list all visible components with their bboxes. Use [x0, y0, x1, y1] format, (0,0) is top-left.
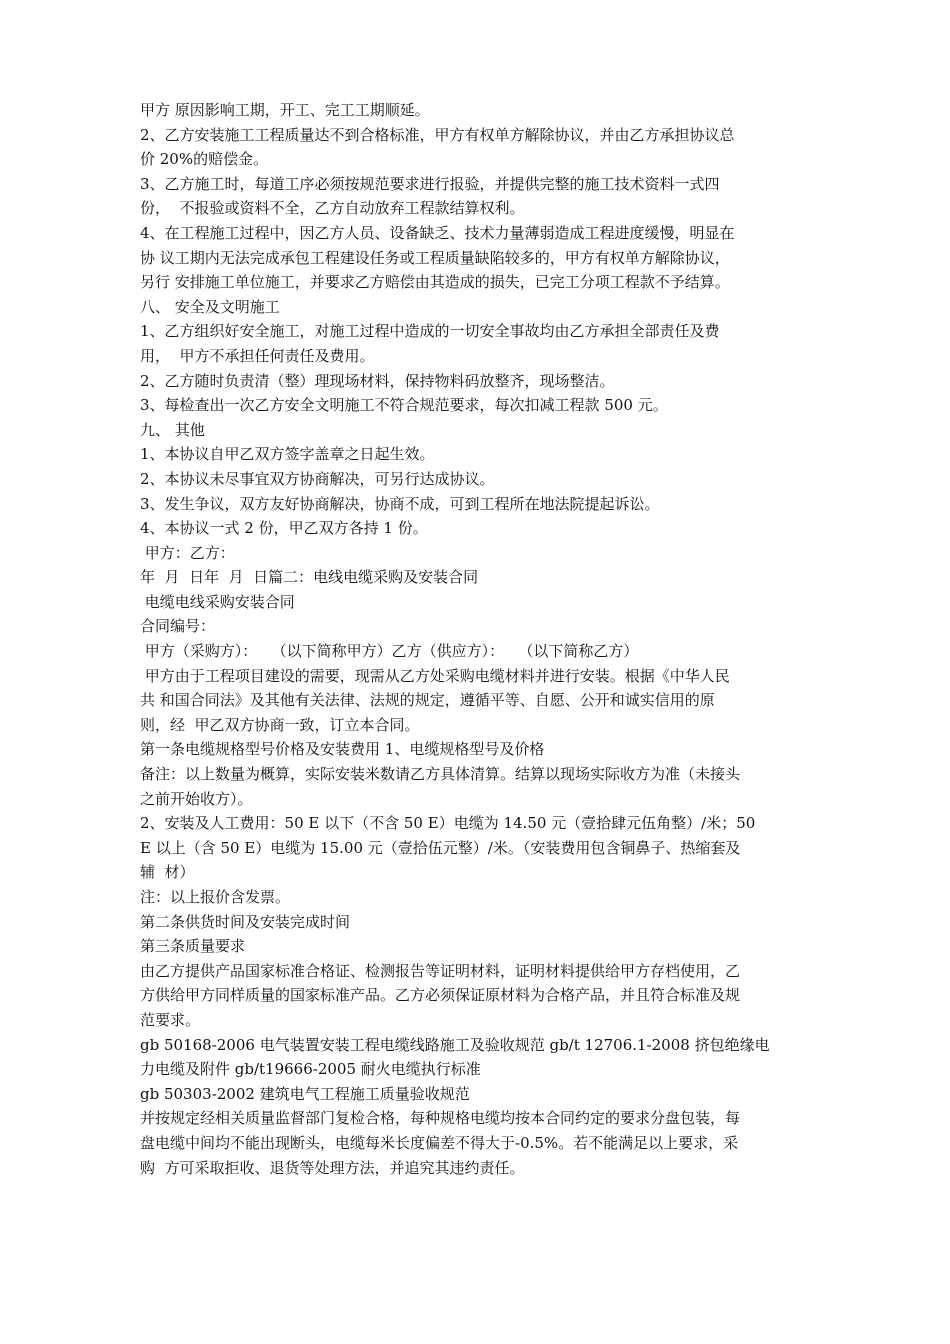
document-line: 3、乙方施工时，每道工序必须按规范要求进行报验，并提供完整的施工技术资料一式四	[140, 174, 720, 193]
document-line: 力电缆及附件 gb/t19666-2005 耐火电缆执行标准	[140, 1060, 481, 1079]
document-line: 甲方由于工程项目建设的需要，现需从乙方处采购电缆材料并进行安装。根据《中华人民	[140, 666, 730, 685]
document-line: 第三条质量要求	[140, 937, 246, 956]
document-line: 4、本协议一式 2 份，甲乙双方各持 1 份。	[140, 519, 428, 538]
document-line: 4、在工程施工过程中，因乙方人员、设备缺乏、技术力量薄弱造成工程进度缓慢，明显在	[140, 223, 735, 242]
document-line: 协 议工期内无法完成承包工程建设任务或工程质量缺陷较多的，甲方有权单方解除协议，	[140, 248, 730, 267]
document-line: 并按规定经相关质量监督部门复检合格，每种规格电缆均按本合同约定的要求分盘包装，每	[140, 1109, 741, 1128]
document-line: 3、发生争议，双方友好协商解决，协商不成，可到工程所在地法院提起诉讼。	[140, 494, 660, 513]
document-line: 1、乙方组织好安全施工，对施工过程中造成的一切安全事故均由乙方承担全部责任及费	[140, 322, 720, 341]
document-line: gb 50168-2006 电气装置安装工程电缆线路施工及验收规范 gb/t 12706.1-2008 挤包绝缘电	[140, 1035, 770, 1054]
document-line: 共 和国合同法》及其他有关法律、法规的规定，遵循平等、自愿、公开和诚实信用的原	[140, 691, 715, 710]
document-line: 2、本协议未尽事宜双方协商解决，可另行达成协议。	[140, 469, 495, 488]
document-line: 之前开始收方）。	[140, 789, 253, 808]
document-line: 另行 安排施工单位施工，并要求乙方赔偿由其造成的损失，已完工分项工程款不予结算。	[140, 273, 730, 292]
document-line: 2、安装及人工费用：50 E 以下（不含 50 E）电缆为 14.50 元（壹拾肆元伍角整）/米；50	[140, 814, 756, 833]
document-line: 由乙方提供产品国家标准合格证、检测报告等证明材料，证明材料提供给甲方存档使用，乙	[140, 961, 741, 980]
document-line: 1、本协议自甲乙双方签字盖章之日起生效。	[140, 445, 435, 464]
document-line: E 以上（含 50 E）电缆为 15.00 元（壹拾伍元整）/米。（安装费用包含铜鼻子、热缩套及	[140, 838, 741, 857]
document-line: 甲方（采购方）： （以下简称甲方）乙方（供应方）： （以下简称乙方）	[140, 642, 639, 661]
document-line: 甲方：乙方：	[140, 543, 235, 562]
document-line: 盘电缆中间均不能出现断头，电缆每米长度偏差不得大于-0.5%。若不能满足以上要求，采	[140, 1133, 739, 1152]
document-line: 2、乙方随时负责清（整）理现场材料，保持物料码放整齐，现场整洁。	[140, 371, 615, 390]
document-body	[140, 98, 830, 1180]
document-line: 范要求。	[140, 1010, 201, 1029]
document-line: 辅 材）	[140, 863, 195, 882]
document-line: 则，经 甲乙双方协商一致，订立本合同。	[140, 715, 420, 734]
document-line: 用， 甲方不承担任何责任及费用。	[140, 346, 375, 365]
document-line: 第二条供货时间及安装完成时间	[140, 912, 351, 931]
document-line: 方供给甲方同样质量的国家标准产品。乙方必须保证原材料为合格产品，并且符合标准及规	[140, 986, 741, 1005]
document-line: 购 方可采取拒收、退货等处理方法，并追究其违约责任。	[140, 1158, 525, 1177]
document-line: gb 50303-2002 建筑电气工程施工质量验收规范	[140, 1084, 470, 1103]
document-line: 八、 安全及文明施工	[140, 297, 280, 316]
document-line: 甲方 原因影响工期，开工、完工工期顺延。	[140, 101, 430, 119]
document-line: 2、乙方安装施工工程质量达不到合格标准，甲方有权单方解除协议，并由乙方承担协议总	[140, 125, 735, 144]
document-line: 电缆电线采购安装合同	[140, 592, 295, 611]
document-line: 第一条电缆规格型号价格及安装费用 1、电缆规格型号及价格	[140, 740, 545, 759]
document-line: 3、每检查出一次乙方安全文明施工不符合规范要求，每次扣减工程款 500 元。	[140, 396, 668, 415]
document-line: 注：以上报价含发票。	[140, 888, 291, 906]
document-line: 价 20%的赔偿金。	[140, 150, 269, 169]
document-line: 合同编号：	[140, 617, 216, 636]
document-line: 备注：以上数量为概算，实际安装米数请乙方具体清算。结算以现场实际收方为准（未接头	[140, 765, 741, 784]
document-line: 年 月 日年 月 日篇二：电线电缆采购及安装合同	[140, 568, 479, 587]
document-line: 九、 其他	[140, 420, 205, 439]
document-line: 份， 不报验或资料不全，乙方自动放弃工程款结算权利。	[140, 199, 525, 218]
